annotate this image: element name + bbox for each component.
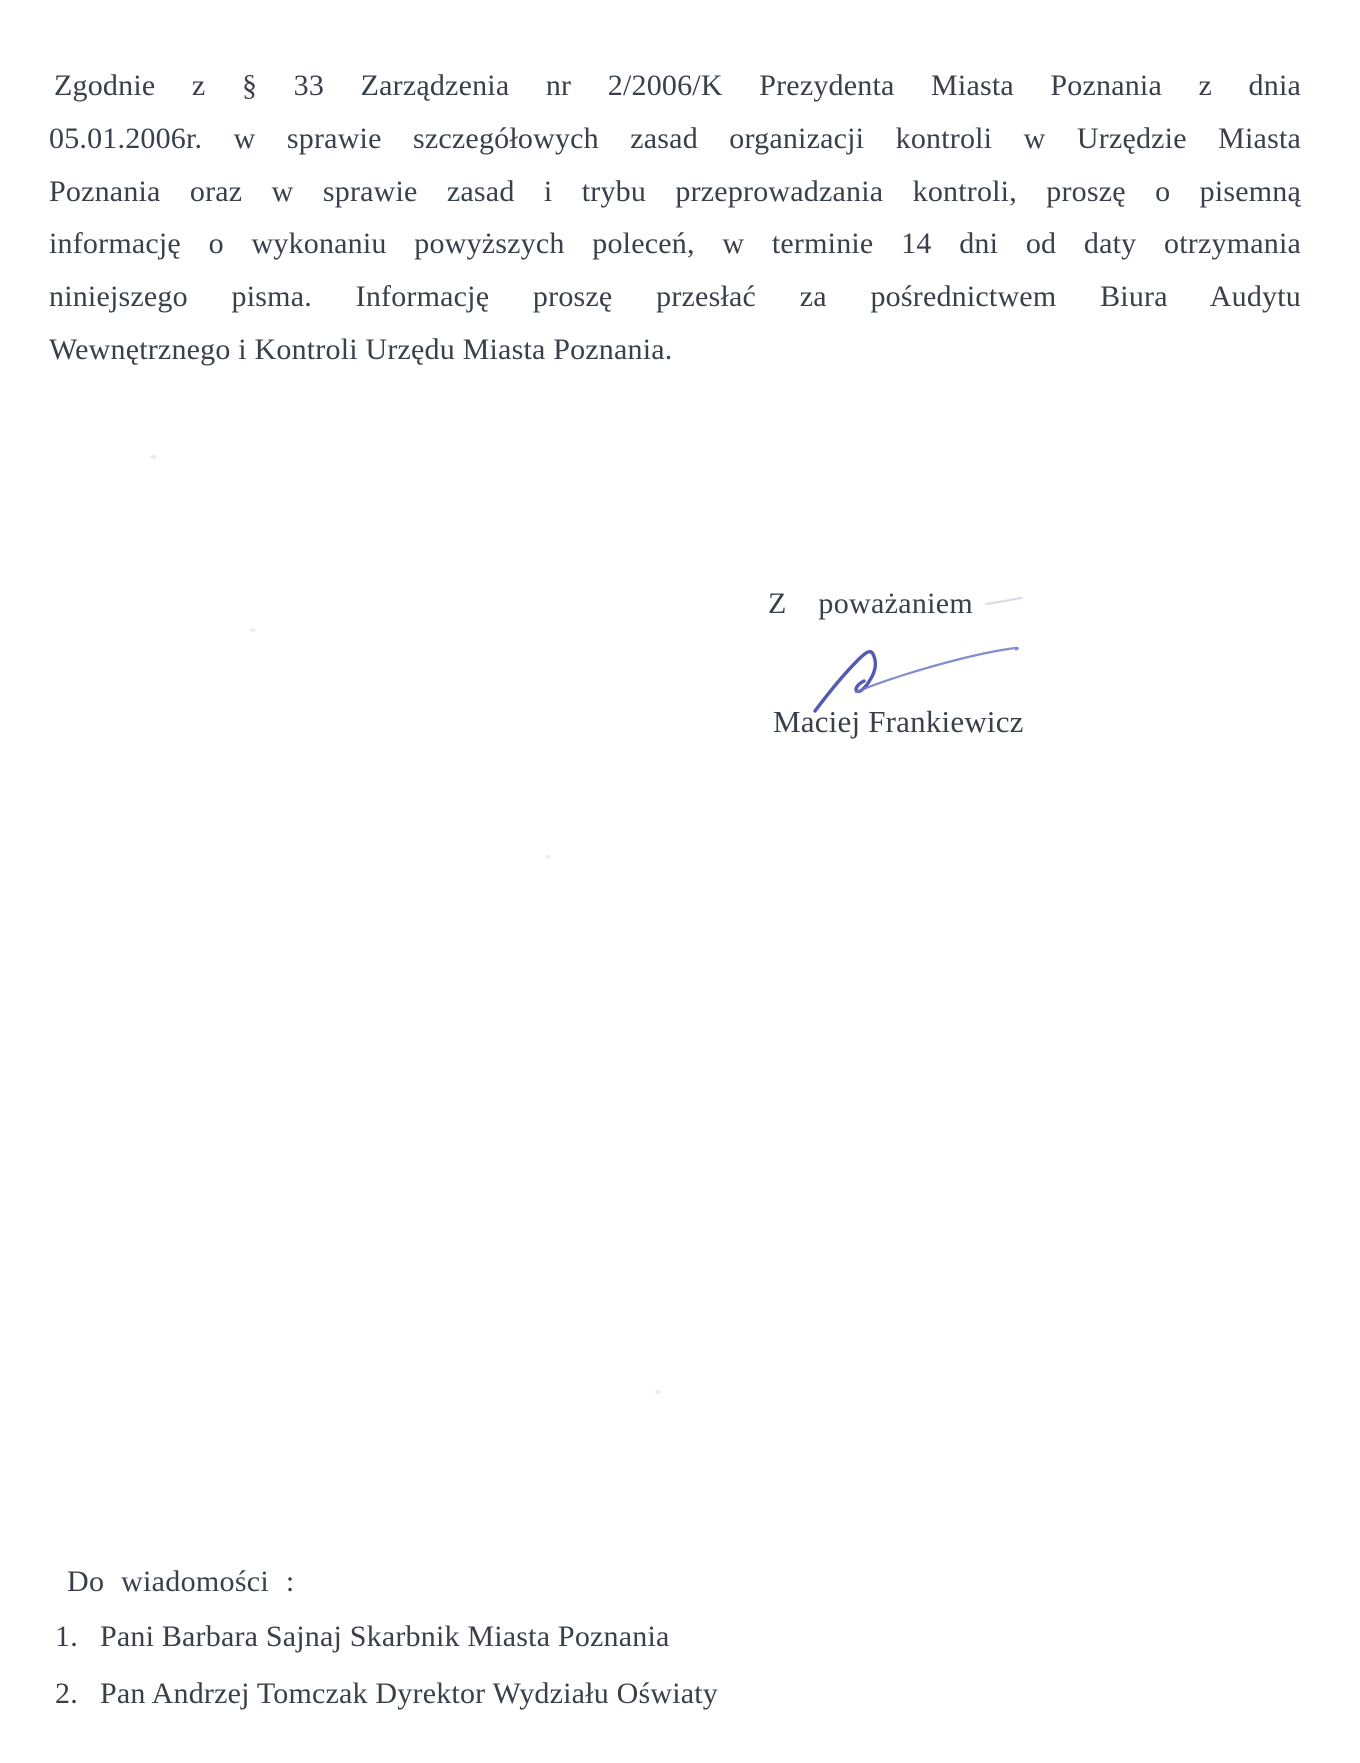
scan-speck xyxy=(150,455,157,459)
distribution-item-number: 2. xyxy=(55,1677,78,1710)
paragraph-line: niniejszego pisma. Informację proszę przesłać za pośrednictwem Biura Audytu xyxy=(49,280,1301,314)
signatory-name: Maciej Frankiewicz xyxy=(773,704,1024,739)
paragraph-line: Wewnętrznego i Kontroli Urzędu Miasta Poznania. xyxy=(49,332,673,366)
paragraph-line: Poznania oraz w sprawie zasad i trybu przeprowadzania kontroli, proszę o pisemną xyxy=(49,174,1301,208)
body-paragraph xyxy=(49,60,1301,377)
paragraph-line: 05.01.2006r. w sprawie szczegółowych zasad organizacji kontroli w Urzędzie Miasta xyxy=(49,121,1301,155)
distribution-item-text: Pan Andrzej Tomczak Dyrektor Wydziału Oświaty xyxy=(100,1677,718,1710)
distribution-heading: Do wiadomości : xyxy=(67,1565,295,1598)
faint-pen-mark xyxy=(985,597,1023,606)
closing-salutation: Z poważaniem xyxy=(768,587,974,620)
scan-speck xyxy=(250,628,256,632)
distribution-item-text: Pani Barbara Sajnaj Skarbnik Miasta Poznania xyxy=(100,1620,670,1653)
paragraph-line: informację o wykonaniu powyższych poleceń, w terminie 14 dni od daty otrzymania xyxy=(49,227,1301,261)
distribution-item-number: 1. xyxy=(55,1620,78,1653)
distribution-item xyxy=(55,1620,670,1654)
scan-speck xyxy=(655,1390,661,1394)
paragraph-line: Zgodnie z § 33 Zarządzenia nr 2/2006/K Prezydenta Miasta Poznania z dnia xyxy=(54,69,1301,102)
scan-speck xyxy=(545,855,551,859)
distribution-item xyxy=(55,1677,718,1711)
